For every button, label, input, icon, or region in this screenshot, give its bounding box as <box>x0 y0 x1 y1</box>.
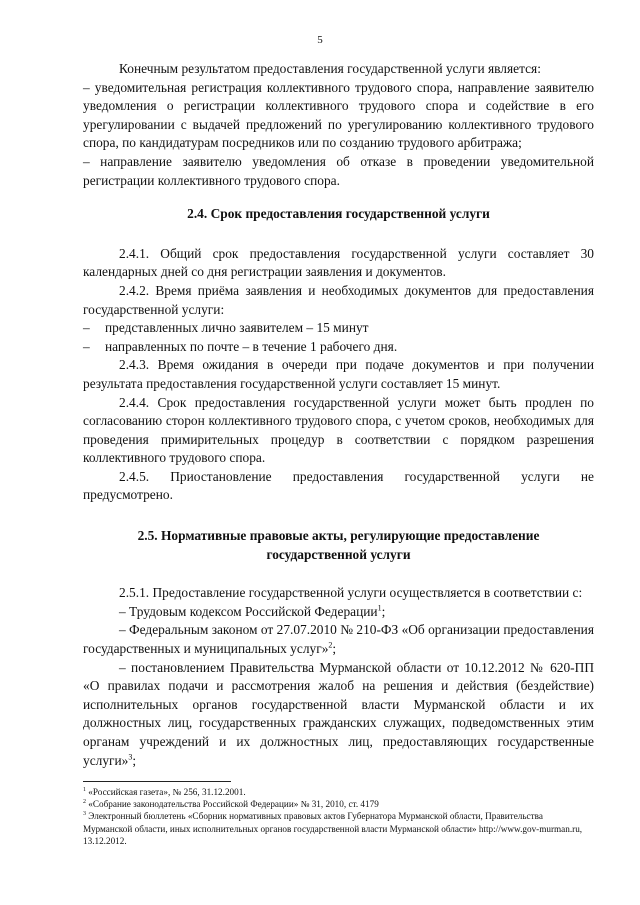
section-heading-2-5-line1: 2.5. Нормативные правовые акты, регулирующие предоставление <box>137 528 540 544</box>
document-body <box>83 60 594 770</box>
footnote-divider <box>83 781 231 782</box>
footnote-mark: 3 <box>83 811 86 818</box>
list-item-in-person <box>83 319 594 338</box>
legal-act-tail: ; <box>381 603 386 619</box>
footnote-text: «Собрание законодательства Российской Федерации» № 31, 2010, ст. 4179 <box>86 799 379 810</box>
legal-act-text: – постановлением Правительства Мурманской области от 10.12.2012 № 620-ПП «О правилах подачи и рассмотрения жалоб на решения и действия (бездействие) исполнительных органов государственной власти Мурманской области и их должностных лиц, государственных гражданских служащих, подведомственных этим органам учреждений и их должностных лиц, предоставляющих государственные услуги» <box>83 659 594 768</box>
list-dash: – <box>83 320 90 336</box>
footnote-mark: 2 <box>83 799 86 806</box>
legal-act-text: – Федеральным законом от 27.07.2010 № 210-ФЗ «Об организации предоставления государственных и муниципальных услуг» <box>83 622 594 657</box>
footnote-text: «Российская газета», № 256, 31.12.2001. <box>86 787 246 797</box>
result-item-refusal: – направление заявителю уведомления об отказе в проведении уведомительной регистрации коллективного трудового спора. <box>83 153 594 188</box>
paragraph-2-4-5: 2.4.5. Приостановление предоставления государственной услуги не предусмотрено. <box>83 468 594 503</box>
footnote-ref-3[interactable]: 3 <box>128 752 133 762</box>
footnote-1 <box>83 786 583 798</box>
list-dash: – <box>83 338 90 354</box>
legal-act-federal-law <box>83 621 594 658</box>
footnote-mark: 1 <box>83 786 86 793</box>
list-item-text: представленных лично заявителем – 15 минут <box>105 320 369 336</box>
footnote-3 <box>83 810 583 847</box>
footnote-ref-2[interactable]: 2 <box>328 640 333 650</box>
legal-act-labor-code <box>83 603 594 622</box>
list-item-by-mail <box>83 338 594 357</box>
footnotes <box>83 786 583 847</box>
page-number: 5 <box>317 34 323 46</box>
legal-act-tail: ; <box>132 752 137 768</box>
section-heading-2-5-line2: государственной услуги <box>266 546 411 562</box>
result-intro: Конечным результатом предоставления государственной услуги является: <box>119 61 541 76</box>
list-item-text: направленных по почте – в течение 1 рабочего дня. <box>105 338 398 354</box>
section-heading-2-5 <box>83 527 594 564</box>
section-heading-2-4: 2.4. Срок предоставления государственной услуги <box>187 206 490 222</box>
paragraph-2-4-2: 2.4.2. Время приёма заявления и необходимых документов для предоставления государственной услуги: <box>83 282 594 317</box>
legal-act-text: – Трудовым кодексом Российской Федерации <box>119 603 378 619</box>
paragraph-2-4-3: 2.4.3. Время ожидания в очереди при подаче документов и при получении результата предоставления государственной услуги составляет 15 минут. <box>83 357 594 391</box>
footnote-ref-1[interactable]: 1 <box>377 603 382 613</box>
result-item-registration: – уведомительная регистрация коллективного трудового спора, направление заявителю уведомления о регистрации коллективного трудового спора и содействие в его урегулировании с выдачей предложений по урегулированию коллективного трудового спора, по кандидатурам посредников или по созданию трудового арбитража; <box>83 79 594 151</box>
legal-act-regional-resolution <box>83 659 594 771</box>
paragraph-2-5-1: 2.5.1. Предоставление государственной услуги осуществляется в соответствии с: <box>119 585 583 601</box>
footnote-text: Электронный бюллетень «Сборник нормативных правовых актов Губернатора Мурманской области, Правительства Мурманской области, иных исполнительных органов государственной власти Мурманской области» http://www.gov-murman.ru, 13.12.2012. <box>83 811 583 846</box>
legal-act-tail: ; <box>332 641 337 657</box>
paragraph-2-4-1: 2.4.1. Общий срок предоставления государственной услуги составляет 30 календарных дней со дня регистрации заявления и документов. <box>83 245 594 280</box>
paragraph-2-4-4: 2.4.4. Срок предоставления государственной услуги может быть продлен по согласованию сторон коллективного трудового спора, с учетом сроков, необходимых для проведения примирительных процедур в соответствии с порядком разрешения коллективного трудового спора. <box>83 394 594 466</box>
footnote-2 <box>83 798 583 810</box>
